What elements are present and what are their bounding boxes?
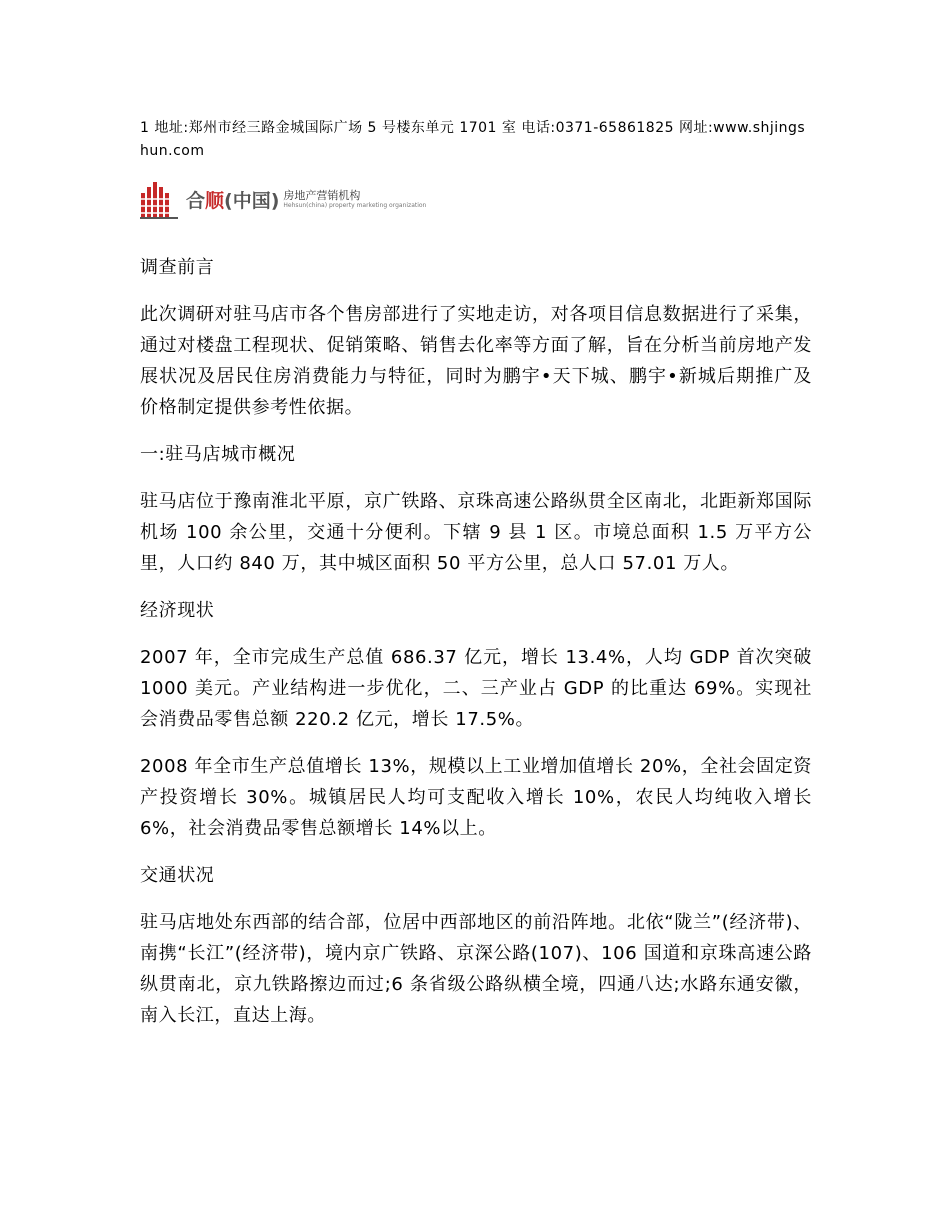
heading-preface: 调查前言 <box>140 257 215 278</box>
paragraph-city-overview: 驻马店位于豫南淮北平原，京广铁路、京珠高速公路纵贯全区南北，北距新郑国际机场 100 余公里，交通十分便利。下辖 9 县 1 区。市境总面积 1.5 万平方公里，人口约 840 万，其中城区面积 50 平方公里，总人口 57.01 万人。 <box>140 491 812 574</box>
paragraph-economy-2007: 2007 年，全市完成生产总值 686.37 亿元，增长 13.4%，人均 GDP 首次突破 1000 美元。产业结构进一步优化，二、三产业占 GDP 的比重达 69%。实现社会消费品零售总额 220.2 亿元，增长 17.5%。 <box>140 647 812 730</box>
heading-city-overview: 一:驻马店城市概况 <box>140 444 296 465</box>
logo-name-prefix: 合 <box>186 189 206 212</box>
paragraph-traffic: 驻马店地处东西部的结合部，位居中西部地区的前沿阵地。北依“陇兰”(经济带)、南携“长江”(经济带)，境内京广铁路、京深公路(107)、106 国道和京珠高速公路纵贯南北，京九铁路擦边而过;6 条省级公路纵横全境，四通八达;水路东通安徽，南入长江，直达上海。 <box>140 912 812 1026</box>
building-logo-icon <box>140 179 180 219</box>
header-address-line: 1 地址:郑州市经三路金城国际广场 5 号楼东单元 1701 室 电话:0371-65861825 网址:www.shjingshun.com <box>140 120 806 159</box>
document-body <box>140 252 812 1047</box>
paragraph-preface: 此次调研对驻马店市各个售房部进行了实地走访，对各项目信息数据进行了采集，通过对楼盘工程现状、促销策略、销售去化率等方面了解，旨在分析当前房地产发展状况及居民住房消费能力与特征，同时为鹏宇•天下城、鹏宇•新城后期推广及价格制定提供参考性依据。 <box>140 304 812 418</box>
paragraph-economy-2008: 2008 年全市生产总值增长 13%，规模以上工业增加值增长 20%，全社会固定资产投资增长 30%。城镇居民人均可支配收入增长 10%，农民人均纯收入增长 6%，社会消费品零售总额增长 14%以上。 <box>140 756 812 839</box>
heading-traffic: 交通状况 <box>140 865 215 886</box>
heading-economy: 经济现状 <box>140 600 215 621</box>
logo-name-suffix: (中国) <box>224 189 280 212</box>
logo-subtitle <box>283 189 426 210</box>
logo-name-accent: 顺 <box>205 189 225 212</box>
logo-subtitle-en: Hehsun(china) property marketing organization <box>283 201 427 209</box>
logo-subtitle-cn: 房地产营销机构 <box>283 188 361 202</box>
company-logo <box>140 178 452 220</box>
logo-company-name <box>186 186 279 213</box>
